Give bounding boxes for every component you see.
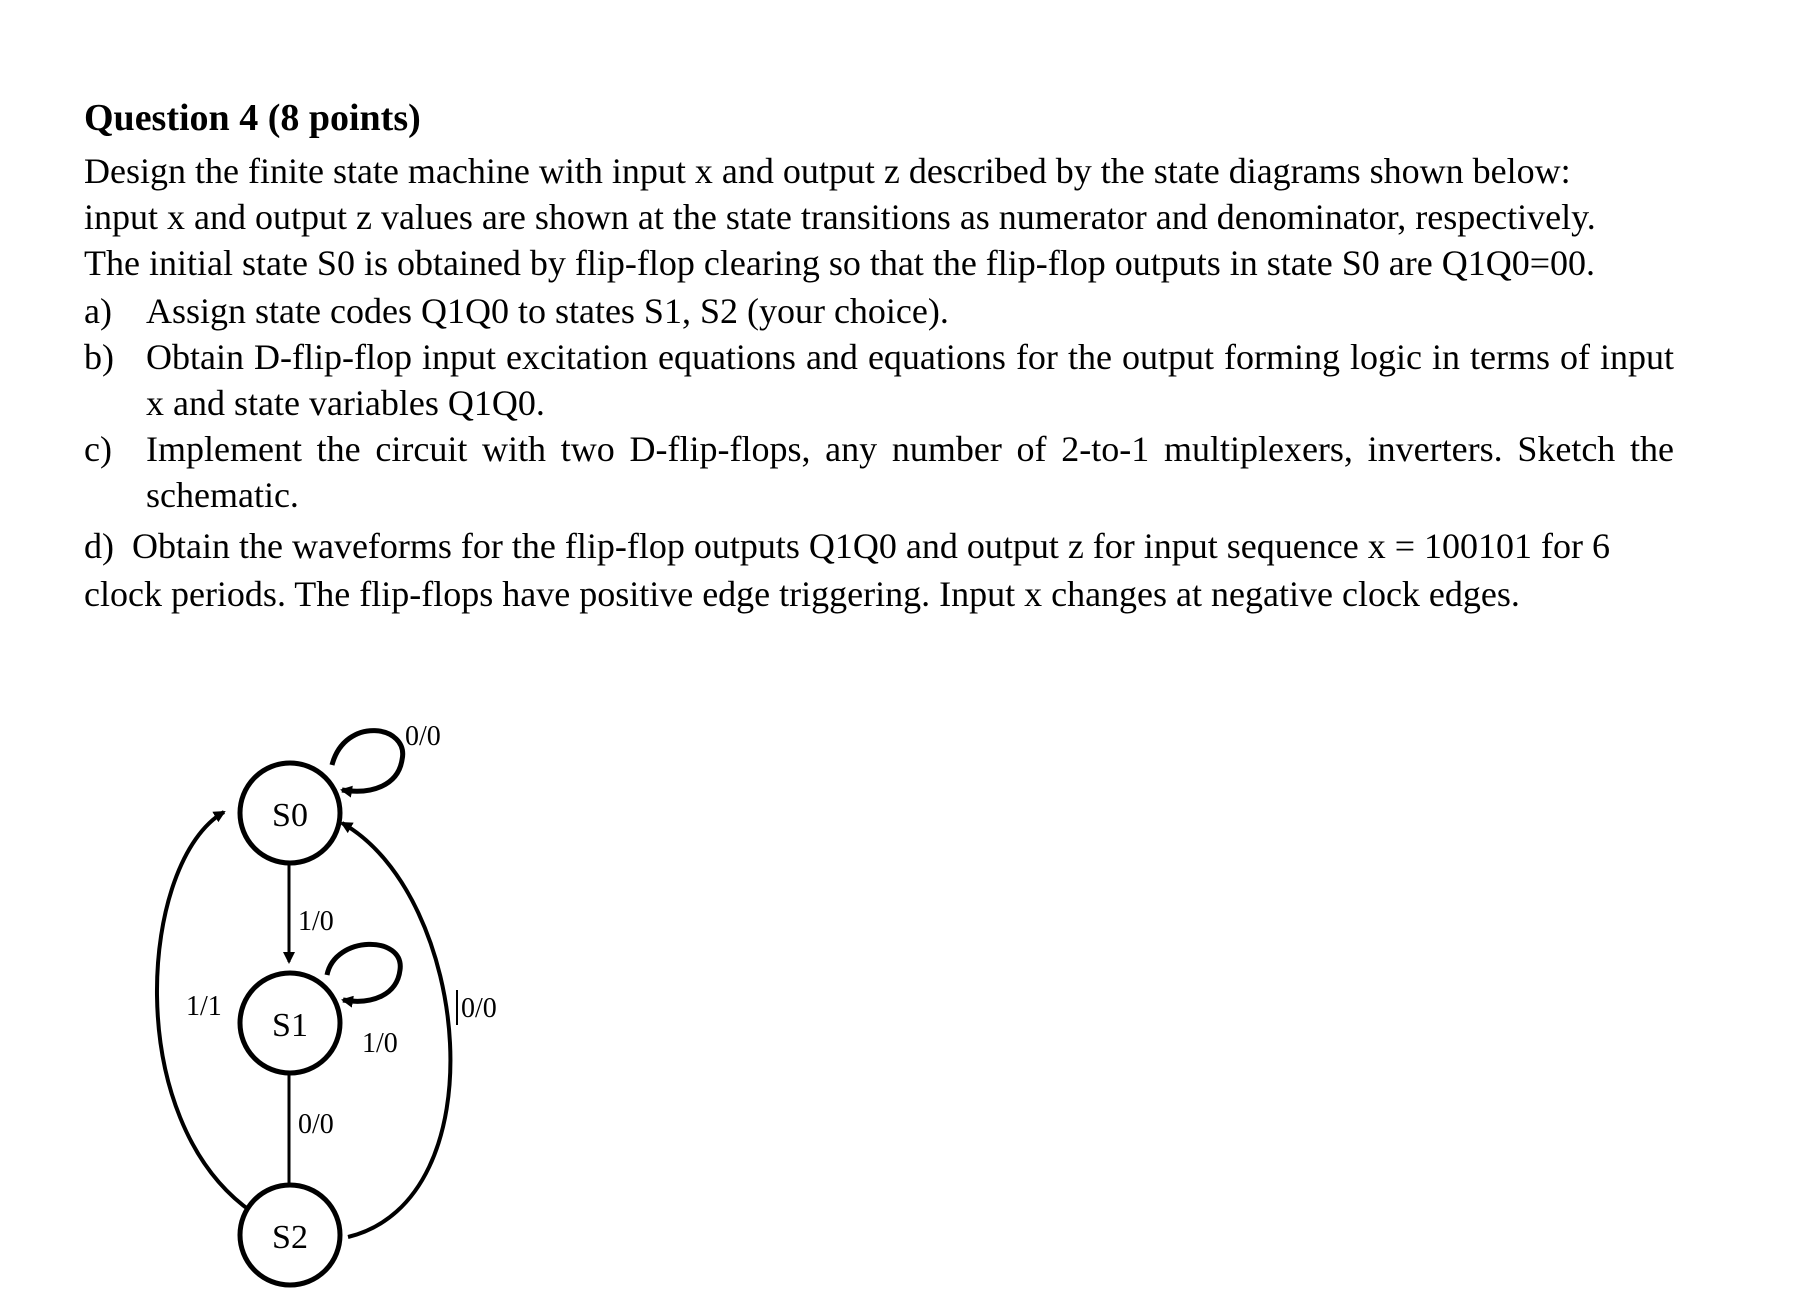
transition-label: 0/0 bbox=[461, 993, 497, 1024]
transition-label: 1/0 bbox=[362, 1028, 398, 1059]
part-label: a) bbox=[84, 291, 112, 331]
question-title: Question 4 (8 points) bbox=[84, 97, 421, 139]
state-s0-label: S0 bbox=[272, 797, 308, 834]
transition-label: 1/0 bbox=[298, 906, 334, 937]
intro-line: Design the finite state machine with input x and output z described by the state diagrams shown below: bbox=[84, 151, 1571, 191]
intro-line: The initial state S0 is obtained by flip-flop clearing so that the flip-flop outputs in state S0 are Q1Q0=00. bbox=[84, 243, 1596, 283]
transition-label: 0/0 bbox=[298, 1109, 334, 1140]
transition-label: 1/1 bbox=[186, 991, 222, 1022]
part-text: Implement the circuit with two D-flip-flops, any number of 2-to-1 multiplexers, inverters. Sketch the schematic. bbox=[146, 429, 1674, 515]
transition-s0-s0 bbox=[332, 731, 403, 792]
transition-label: 0/0 bbox=[405, 721, 441, 752]
transition-s1-s1 bbox=[327, 944, 400, 1001]
part-label: b) bbox=[84, 337, 114, 377]
intro-line: input x and output z values are shown at the state transitions as numerator and denominator, respectively. bbox=[84, 197, 1596, 237]
part-text: Assign state codes Q1Q0 to states S1, S2 (your choice). bbox=[146, 291, 949, 331]
state-s1-label: S1 bbox=[272, 1007, 308, 1044]
state-s2-label: S2 bbox=[272, 1219, 308, 1256]
part-label: d) bbox=[84, 526, 114, 566]
part-label: c) bbox=[84, 429, 112, 469]
part-text: Obtain the waveforms for the flip-flop outputs Q1Q0 and output z for input sequence x = 100101 for 6 clock periods. The flip-flops have positive edge triggering. Input x changes at negative clock edges. bbox=[84, 526, 1610, 614]
part-text: Obtain D-flip-flop input excitation equations and equations for the output forming logic in terms of input x and state variables Q1Q0. bbox=[146, 337, 1674, 423]
